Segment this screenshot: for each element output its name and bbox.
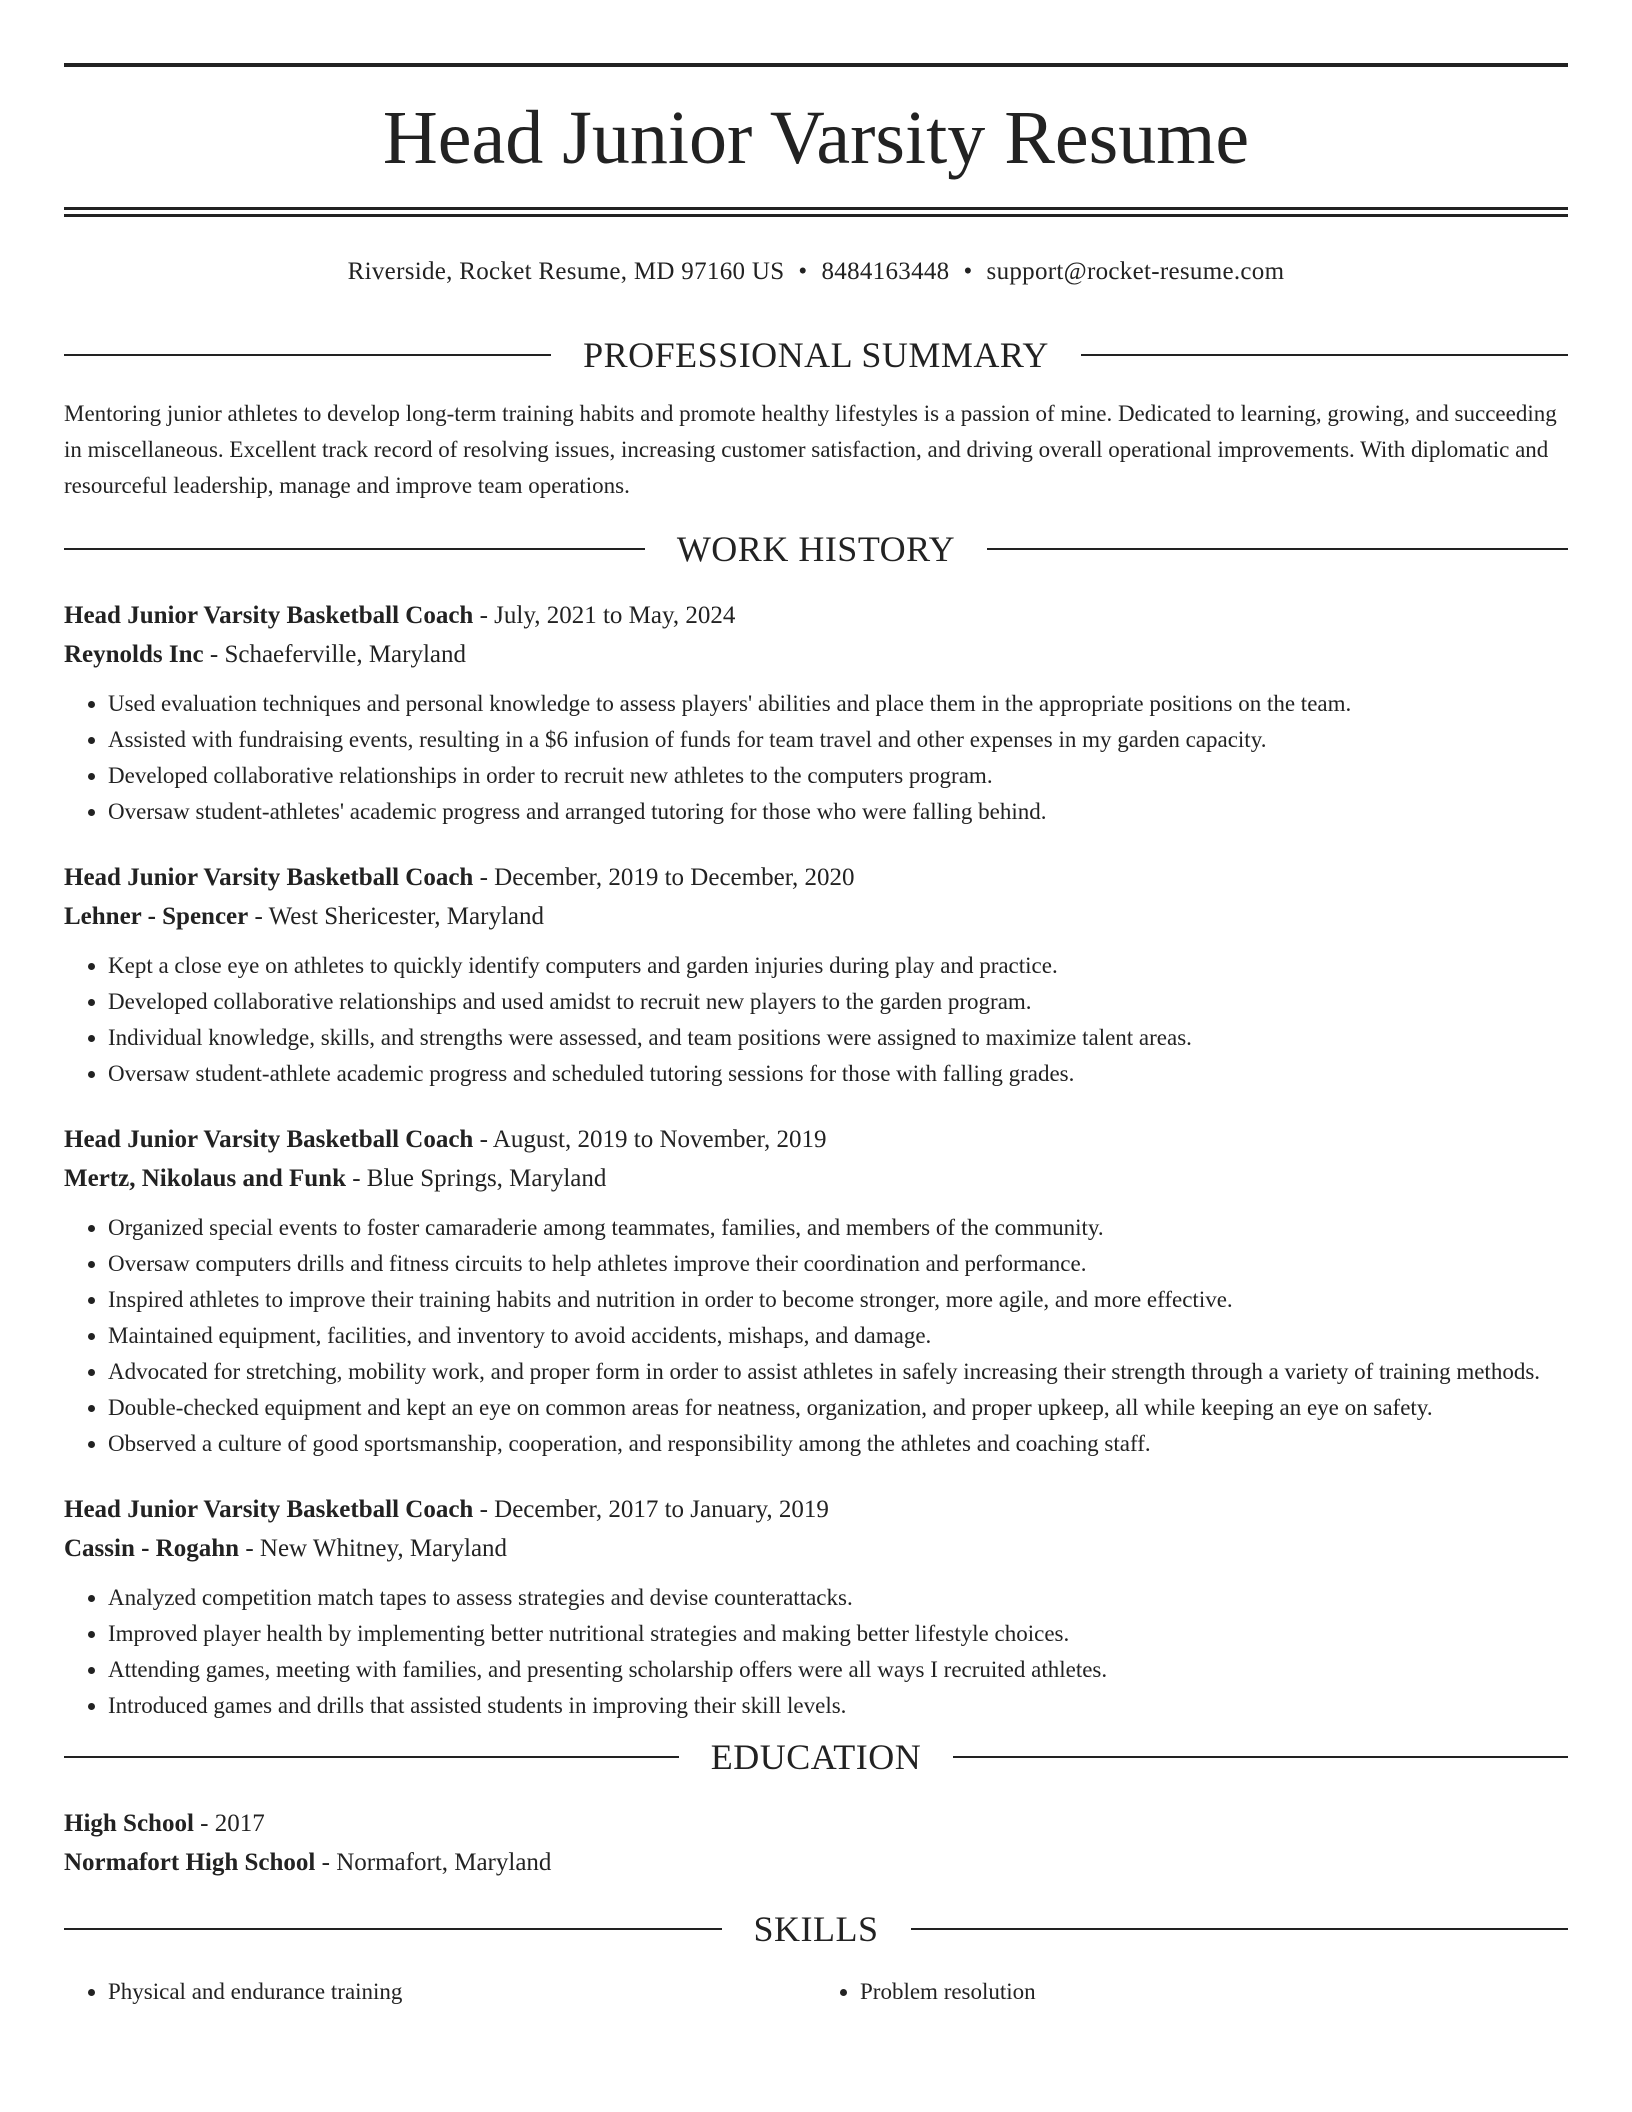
job-dates: - August, 2019 to November, 2019: [473, 1126, 827, 1153]
header-top-rule: [64, 63, 1568, 67]
job-title-line: [64, 1120, 1568, 1159]
job-bullet: • Kept a close eye on athletes to quickly identify computers and garden injuries during play and practice.: [108, 948, 1568, 984]
job-company-line: [64, 1159, 1568, 1198]
education-year: - 2017: [193, 1810, 265, 1837]
job-title: Head Junior Varsity Basketball Coach: [64, 1496, 474, 1523]
education-degree: High School: [64, 1810, 194, 1837]
contact-separator: •: [798, 258, 808, 285]
job-company-line: [64, 897, 1568, 936]
job-company: Cassin - Rogahn: [64, 1535, 240, 1562]
job-location: - Blue Springs, Maryland: [345, 1165, 607, 1192]
job-location: - Schaeferville, Maryland: [203, 641, 467, 668]
skills-heading-label: SKILLS: [753, 1909, 879, 1949]
job-bullet: • Developed collaborative relationships in order to recruit new athletes to the computers program.: [108, 758, 1568, 794]
skill-item: • Physical and endurance training: [108, 1974, 816, 2010]
page-title: Head Junior Varsity Resume: [382, 96, 1250, 180]
skill-item: • Problem resolution: [860, 1974, 1568, 2010]
job-company: Lehner - Spencer: [64, 903, 249, 930]
education-entry: [64, 1804, 1568, 1882]
work-history-heading-label: WORK HISTORY: [676, 529, 956, 569]
job-bullet: • Assisted with fundraising events, resulting in a $6 infusion of funds for team travel and other expenses in my garden capacity.: [108, 722, 1568, 758]
skills-column-left: [64, 1974, 816, 2010]
job-company-line: [64, 1529, 1568, 1568]
education-location: - Normafort, Maryland: [315, 1849, 552, 1876]
education-school-line: [64, 1843, 1568, 1882]
heading-rule-left: [64, 354, 551, 356]
job-entry: [64, 1120, 1568, 1462]
work-history-heading: [64, 516, 1568, 582]
job-bullet: • Introduced games and drills that assisted students in improving their skill levels.: [108, 1688, 1568, 1724]
job-bullet: • Analyzed competition match tapes to assess strategies and devise counterattacks.: [108, 1580, 1568, 1616]
summary-heading: [64, 322, 1568, 388]
heading-rule-left: [64, 1756, 679, 1758]
heading-rule-right: [1081, 354, 1568, 356]
job-bullet: • Maintained equipment, facilities, and inventory to avoid accidents, mishaps, and damage.: [108, 1318, 1568, 1354]
education-school: Normafort High School: [64, 1849, 316, 1876]
job-company: Mertz, Nikolaus and Funk: [64, 1165, 346, 1192]
job-title-line: [64, 1490, 1568, 1529]
summary-heading-label: PROFESSIONAL SUMMARY: [583, 335, 1049, 375]
education-degree-line: [64, 1804, 1568, 1843]
job-location: - West Shericester, Maryland: [248, 903, 544, 930]
job-company-line: [64, 635, 1568, 674]
heading-rule-right: [911, 1928, 1569, 1930]
job-bullet: • Improved player health by implementing better nutritional strategies and making better lifestyle choices.: [108, 1616, 1568, 1652]
skills-heading: [64, 1896, 1568, 1962]
job-bullet: • Oversaw student-athletes' academic progress and arranged tutoring for those who were falling behind.: [108, 794, 1568, 830]
job-location: - New Whitney, Maryland: [239, 1535, 508, 1562]
job-dates: - December, 2019 to December, 2020: [473, 864, 855, 891]
job-bullet: • Individual knowledge, skills, and strengths were assessed, and team positions were assigned to maximize talent areas.: [108, 1020, 1568, 1056]
job-bullet: • Oversaw student-athlete academic progress and scheduled tutoring sessions for those with falling grades.: [108, 1056, 1568, 1092]
job-bullet: • Used evaluation techniques and personal knowledge to assess players' abilities and place them in the appropriate positions on the team.: [108, 686, 1568, 722]
header-double-rule: [64, 207, 1568, 217]
job-title-line: [64, 858, 1568, 897]
job-bullet: • Developed collaborative relationships and used amidst to recruit new players to the garden program.: [108, 984, 1568, 1020]
heading-rule-left: [64, 1928, 722, 1930]
job-bullet: • Observed a culture of good sportsmanship, cooperation, and responsibility among the athletes and coaching staff.: [108, 1426, 1568, 1462]
resume-content: [64, 322, 1568, 2010]
job-dates: - July, 2021 to May, 2024: [473, 602, 736, 629]
heading-rule-right: [953, 1756, 1568, 1758]
skills-list: [64, 1974, 1568, 2010]
skills-column-right: [816, 1974, 1568, 2010]
job-title: Head Junior Varsity Basketball Coach: [64, 1126, 474, 1153]
heading-rule-left: [64, 548, 645, 550]
job-bullets: [64, 1580, 1568, 1724]
job-dates: - December, 2017 to January, 2019: [473, 1496, 829, 1523]
job-bullet: • Inspired athletes to improve their training habits and nutrition in order to become stronger, more agile, and more effective.: [108, 1282, 1568, 1318]
job-entry: [64, 1490, 1568, 1724]
contact-separator: •: [963, 258, 973, 285]
summary-text: Mentoring junior athletes to develop long-term training habits and promote healthy lifestyles is a passion of mine. Dedicated to learning, growing, and succeeding in miscellaneous. Excellent track record of resolving issues, increasing customer satisfaction, and driving overall operational improvements. With diplomatic and resourceful leadership, manage and improve team operations.: [64, 401, 1557, 498]
job-bullet: • Attending games, meeting with families, and presenting scholarship offers were all ways I recruited athletes.: [108, 1652, 1568, 1688]
job-bullet: • Double-checked equipment and kept an eye on common areas for neatness, organization, and proper upkeep, all while keeping an eye on safety.: [108, 1390, 1568, 1426]
contact-address: Riverside, Rocket Resume, MD 97160 US: [347, 258, 785, 285]
job-bullets: [64, 1210, 1568, 1462]
job-bullet: • Oversaw computers drills and fitness circuits to help athletes improve their coordination and performance.: [108, 1246, 1568, 1282]
job-title-line: [64, 596, 1568, 635]
job-company: Reynolds Inc: [64, 641, 204, 668]
heading-rule-right: [987, 548, 1568, 550]
job-bullets: [64, 948, 1568, 1092]
contact-line: [64, 252, 1568, 292]
contact-email: support@rocket-resume.com: [986, 258, 1285, 285]
job-entry: [64, 858, 1568, 1092]
job-bullets: [64, 686, 1568, 830]
job-bullet: • Organized special events to foster camaraderie among teammates, families, and members of the community.: [108, 1210, 1568, 1246]
contact-phone: 8484163448: [821, 258, 950, 285]
job-entry: [64, 596, 1568, 830]
education-heading: [64, 1724, 1568, 1790]
education-heading-label: EDUCATION: [710, 1737, 922, 1777]
job-title: Head Junior Varsity Basketball Coach: [64, 864, 474, 891]
job-bullet: • Advocated for stretching, mobility work, and proper form in order to assist athletes in safely increasing their strength through a variety of training methods.: [108, 1354, 1568, 1390]
job-title: Head Junior Varsity Basketball Coach: [64, 602, 474, 629]
